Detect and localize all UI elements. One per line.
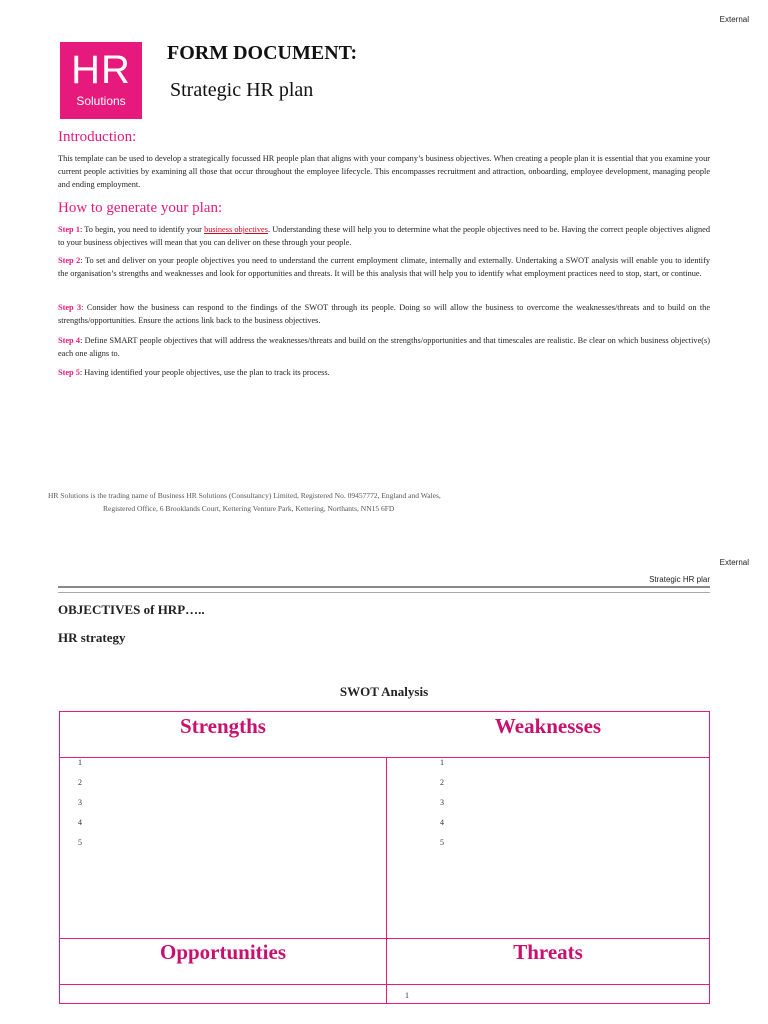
intro-paragraph: This template can be used to develop a strategically focussed HR people plan that aligns with your company’s business objectives. When creating a people plan it is essential that you examine your current people activities by examining all those that occur throughout the employee lifecycle. This encompasses recruitment and attraction, onboarding, employee development, managing people and ending employment. <box>58 154 710 189</box>
weaknesses-item-3[interactable]: 3 <box>440 798 444 807</box>
threats-heading: Threats <box>513 940 583 964</box>
step-5-text: : Having identified your people objectives, use the plan to track its process. <box>79 368 330 377</box>
strengths-heading: Strengths <box>180 714 266 738</box>
step-2 <box>58 254 710 280</box>
step-3-label: Step 3 <box>58 303 82 312</box>
opportunities-heading: Opportunities <box>159 940 287 964</box>
step-5 <box>58 366 710 379</box>
step-2-label: Step 2 <box>58 256 81 265</box>
logo-sub-text: Solutions <box>76 94 126 108</box>
strengths-item-1[interactable]: 1 <box>78 758 82 767</box>
swot-title: SWOT Analysis <box>339 684 429 699</box>
hr-solutions-logo <box>60 42 142 119</box>
step-1-label: Step 1 <box>58 225 80 234</box>
footer-line-1: HR Solutions is the trading name of Business HR Solutions (Consultancy) Limited, Registered No. 09457772, England and Wales, <box>48 491 441 500</box>
logo-main-text: HR <box>71 48 131 92</box>
header-rule <box>58 586 710 588</box>
classification-label: External <box>719 15 749 24</box>
strengths-item-3[interactable]: 3 <box>78 798 82 807</box>
footer-line-2: Registered Office, 6 Brooklands Court, Kettering Venture Park, Kettering, Northants, NN15 6FD <box>103 504 395 513</box>
weaknesses-item-1[interactable]: 1 <box>440 758 444 767</box>
swot-table <box>59 711 710 1004</box>
step-1-text-a: : To begin, you need to identify your <box>79 225 205 234</box>
weaknesses-item-4[interactable]: 4 <box>440 818 444 827</box>
step-3 <box>58 301 710 327</box>
document-subtitle: Strategic HR plan <box>170 79 314 101</box>
running-header: Strategic HR plar <box>649 575 710 584</box>
swot-vertical-divider <box>386 757 387 1004</box>
business-objectives-link[interactable]: business objectives <box>204 225 268 234</box>
weaknesses-item-5[interactable]: 5 <box>440 838 444 847</box>
swot-row-line-1 <box>60 757 709 758</box>
classification-label-page-2: External <box>719 558 749 567</box>
step-3-text: : Consider how the business can respond to the findings of the SWOT through its people. Doing so will allow the business to overcome the weaknesses/threats and to build on the strengths/opportunities. Ensure the actions link back to the business objectives. <box>58 303 711 325</box>
how-to-heading: How to generate your plan: <box>58 200 223 216</box>
step-4-text: : Define SMART people objectives that will address the weaknesses/threats and build on the strengths/opportunities and that timescales are realistic. Be clear on which business objective(s) each one aligns to. <box>58 336 711 358</box>
objectives-heading: OBJECTIVES of HRP….. <box>58 602 205 617</box>
header-rule-lower <box>58 592 710 593</box>
weaknesses-item-2[interactable]: 2 <box>440 778 444 787</box>
step-4 <box>58 334 710 360</box>
threats-item-1[interactable]: 1 <box>405 991 409 1000</box>
hr-strategy-heading: HR strategy <box>58 630 126 645</box>
strengths-item-2[interactable]: 2 <box>78 778 82 787</box>
step-2-text: : To set and deliver on your people objectives you need to understand the current employment climate, internally and externally. Undertaking a SWOT analysis will enable you to identify the organisation’s strengths and weaknesses and look for opportunities and threats. It will be this analysis that will help you to identify what employment practices need to stop, start, or continue. <box>58 256 710 278</box>
strengths-item-4[interactable]: 4 <box>78 818 82 827</box>
strengths-item-5[interactable]: 5 <box>78 838 82 847</box>
step-1-text-b: . Understanding these will help you to determine what the people objectives need to be. Having the correct people objectives aligned to your business objectives will mean that you can deliver on these through your people. <box>58 225 710 247</box>
step-1 <box>58 223 710 249</box>
document-title: FORM DOCUMENT: <box>167 42 358 64</box>
weaknesses-heading: Weaknesses <box>494 714 602 738</box>
swot-row-line-3 <box>60 984 709 985</box>
intro-heading: Introduction: <box>58 129 137 145</box>
step-5-label: Step 5 <box>58 368 80 377</box>
step-4-label: Step 4 <box>58 336 81 345</box>
